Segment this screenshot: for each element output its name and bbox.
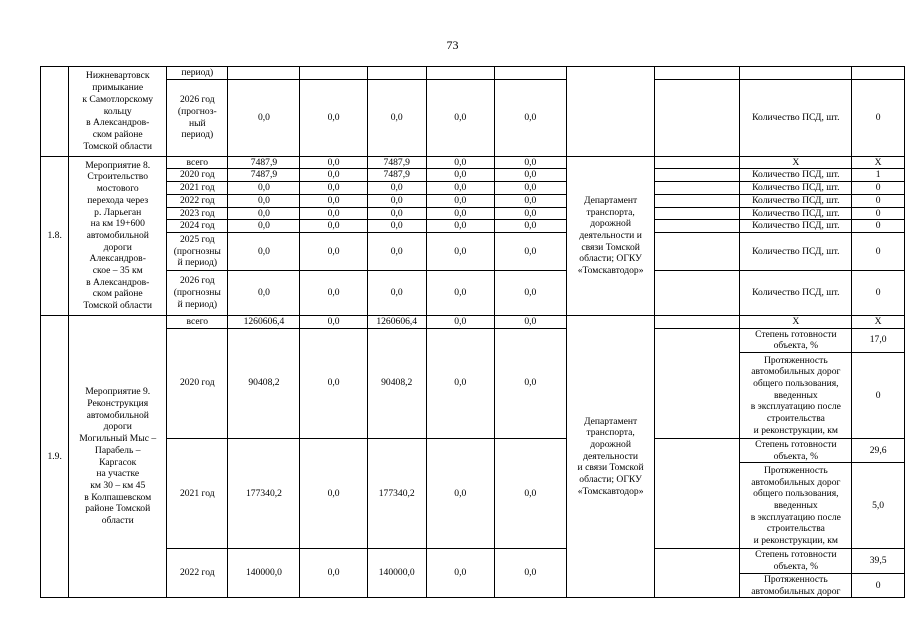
table-row	[41, 207, 905, 220]
period-cell: 2020 год	[167, 169, 228, 182]
value-cell: 7487,9	[367, 156, 426, 169]
indicator-value-cell: 0	[852, 182, 905, 195]
value-cell: 0,0	[426, 220, 494, 233]
indicator-cell: Степень готовности объекта, %	[740, 549, 852, 573]
value-cell: 0,0	[494, 156, 566, 169]
value-cell: 0,0	[426, 328, 494, 438]
value-cell: 1260606,4	[367, 315, 426, 328]
executor-cell	[566, 67, 655, 157]
row-number-cell	[41, 67, 69, 157]
table-row	[41, 220, 905, 233]
row-number-cell: 1.8.	[41, 156, 69, 315]
table-row	[41, 194, 905, 207]
value-cell: 0,0	[367, 79, 426, 156]
value-cell: 177340,2	[228, 439, 300, 549]
row-number-cell: 1.9.	[41, 315, 69, 597]
period-cell: 2020 год	[167, 328, 228, 438]
indicator-value-cell: 0	[852, 573, 905, 597]
indicator-value-cell: 39,5	[852, 549, 905, 573]
period-cell: 2021 год	[167, 439, 228, 549]
value-cell: 0,0	[494, 220, 566, 233]
value-cell: 0,0	[426, 270, 494, 315]
indicator-value-cell: 0	[852, 270, 905, 315]
executor-cell: Департамент транспорта, дорожной деятельности и связи Томской области; ОГКУ «Томскавтодор»	[566, 156, 655, 315]
period-cell: всего	[167, 315, 228, 328]
value-cell: 0,0	[426, 182, 494, 195]
value-cell: 0,0	[494, 207, 566, 220]
period-cell: 2024 год	[167, 220, 228, 233]
period-cell: период)	[167, 67, 228, 80]
indicator-cell: Количество ПСД, шт.	[740, 270, 852, 315]
value-cell: 0,0	[228, 270, 300, 315]
table-row	[41, 232, 905, 270]
value-cell: 0,0	[300, 270, 367, 315]
value-cell: 7487,9	[367, 169, 426, 182]
indicator-value-cell: 5,0	[852, 463, 905, 549]
value-cell: 0,0	[426, 169, 494, 182]
value-cell: 0,0	[426, 232, 494, 270]
executor-cell: Департамент транспорта, дорожной деятельности и связи Томской области; ОГКУ «Томскавтодор»	[566, 315, 655, 597]
indicator-cell: Степень готовности объекта, %	[740, 328, 852, 352]
indicator-cell: Х	[740, 156, 852, 169]
value-cell: 0,0	[494, 315, 566, 328]
table-row	[41, 67, 905, 80]
value-cell: 0,0	[494, 549, 566, 598]
indicator-cell: Протяженность автомобильных дорог	[740, 573, 852, 597]
value-cell: 0,0	[494, 328, 566, 438]
value-cell: 0,0	[228, 79, 300, 156]
period-cell: всего	[167, 156, 228, 169]
value-cell: 0,0	[426, 439, 494, 549]
value-cell: 0,0	[494, 270, 566, 315]
program-table	[40, 66, 905, 598]
value-cell: 0,0	[300, 232, 367, 270]
value-cell: 0,0	[300, 315, 367, 328]
indicator-cell: Протяженность автомобильных дорог общего пользования, введенных в эксплуатацию после строительства и реконструкции, км	[740, 353, 852, 439]
value-cell: 0,0	[367, 220, 426, 233]
table-row	[41, 439, 905, 463]
value-cell: 0,0	[494, 232, 566, 270]
value-cell: 7487,9	[228, 169, 300, 182]
page-number: 73	[446, 38, 459, 52]
value-cell: 140000,0	[228, 549, 300, 598]
period-cell: 2022 год	[167, 194, 228, 207]
value-cell: 0,0	[300, 156, 367, 169]
table-row	[41, 79, 905, 156]
value-cell: 0,0	[300, 182, 367, 195]
value-cell: 0,0	[228, 207, 300, 220]
table-row	[41, 315, 905, 328]
indicator-value-cell: 0	[852, 194, 905, 207]
value-cell: 0,0	[300, 207, 367, 220]
event-name-cell: Мероприятие 9. Реконструкция автомобильной дороги Могильный Мыс – Парабель – Каргасок на участке км 30 – км 45 в Колпашевском районе Томской области	[69, 315, 167, 597]
indicator-value-cell: 29,6	[852, 439, 905, 463]
value-cell: 0,0	[494, 194, 566, 207]
event-name-cell: Мероприятие 8. Строительство мостового перехода через р. Ларьеган на км 19+600 автомобильной дороги Александров- ское – 35 км в Александров- ском районе Томской области	[69, 156, 167, 315]
value-cell: 0,0	[426, 79, 494, 156]
period-cell: 2025 год (прогнозны й период)	[167, 232, 228, 270]
indicator-cell: Х	[740, 315, 852, 328]
table-row	[41, 270, 905, 315]
table-row	[41, 549, 905, 573]
value-cell: 90408,2	[228, 328, 300, 438]
indicator-cell: Количество ПСД, шт.	[740, 220, 852, 233]
value-cell: 0,0	[426, 207, 494, 220]
table-row	[41, 328, 905, 352]
indicator-cell: Протяженность автомобильных дорог общего пользования, введенных в эксплуатацию после строительства и реконструкции, км	[740, 463, 852, 549]
indicator-value-cell: 0	[852, 79, 905, 156]
value-cell: 0,0	[494, 182, 566, 195]
value-cell: 0,0	[367, 270, 426, 315]
indicator-value-cell: 1	[852, 169, 905, 182]
indicator-cell: Количество ПСД, шт.	[740, 79, 852, 156]
value-cell: 0,0	[426, 315, 494, 328]
value-cell: 0,0	[426, 156, 494, 169]
indicator-cell: Количество ПСД, шт.	[740, 194, 852, 207]
value-cell: 0,0	[367, 207, 426, 220]
value-cell: 0,0	[228, 232, 300, 270]
indicator-cell: Количество ПСД, шт.	[740, 182, 852, 195]
indicator-value-cell: 0	[852, 207, 905, 220]
value-cell: 90408,2	[367, 328, 426, 438]
table-row	[41, 182, 905, 195]
table-row	[41, 156, 905, 169]
value-cell: 140000,0	[367, 549, 426, 598]
indicator-value-cell: 17,0	[852, 328, 905, 352]
event-name-cell: Нижневартовск примыкание к Самотлорскому кольцу в Александров- ском районе Томской области	[69, 67, 167, 157]
period-cell: 2023 год	[167, 207, 228, 220]
value-cell: 7487,9	[228, 156, 300, 169]
indicator-cell: Степень готовности объекта, %	[740, 439, 852, 463]
value-cell: 0,0	[300, 328, 367, 438]
value-cell: 0,0	[494, 169, 566, 182]
indicator-value-cell: 0	[852, 232, 905, 270]
value-cell: 0,0	[494, 79, 566, 156]
table-row	[41, 169, 905, 182]
value-cell: 0,0	[300, 220, 367, 233]
indicator-cell: Количество ПСД, шт.	[740, 232, 852, 270]
indicator-value-cell: 0	[852, 353, 905, 439]
value-cell: 177340,2	[367, 439, 426, 549]
value-cell: 0,0	[367, 194, 426, 207]
indicator-cell: Количество ПСД, шт.	[740, 169, 852, 182]
indicator-value-cell: Х	[852, 156, 905, 169]
value-cell: 0,0	[228, 220, 300, 233]
value-cell: 0,0	[300, 79, 367, 156]
value-cell: 0,0	[367, 232, 426, 270]
period-cell: 2022 год	[167, 549, 228, 598]
value-cell: 0,0	[494, 439, 566, 549]
period-cell: 2021 год	[167, 182, 228, 195]
indicator-value-cell: 0	[852, 220, 905, 233]
value-cell: 1260606,4	[228, 315, 300, 328]
value-cell: 0,0	[426, 549, 494, 598]
value-cell: 0,0	[300, 169, 367, 182]
indicator-cell: Количество ПСД, шт.	[740, 207, 852, 220]
value-cell: 0,0	[228, 194, 300, 207]
value-cell: 0,0	[300, 194, 367, 207]
indicator-value-cell: Х	[852, 315, 905, 328]
period-cell: 2026 год (прогноз- ный период)	[167, 79, 228, 156]
value-cell: 0,0	[426, 194, 494, 207]
value-cell: 0,0	[367, 182, 426, 195]
value-cell: 0,0	[300, 439, 367, 549]
period-cell: 2026 год (прогнозны й период)	[167, 270, 228, 315]
value-cell: 0,0	[300, 549, 367, 598]
value-cell: 0,0	[228, 182, 300, 195]
